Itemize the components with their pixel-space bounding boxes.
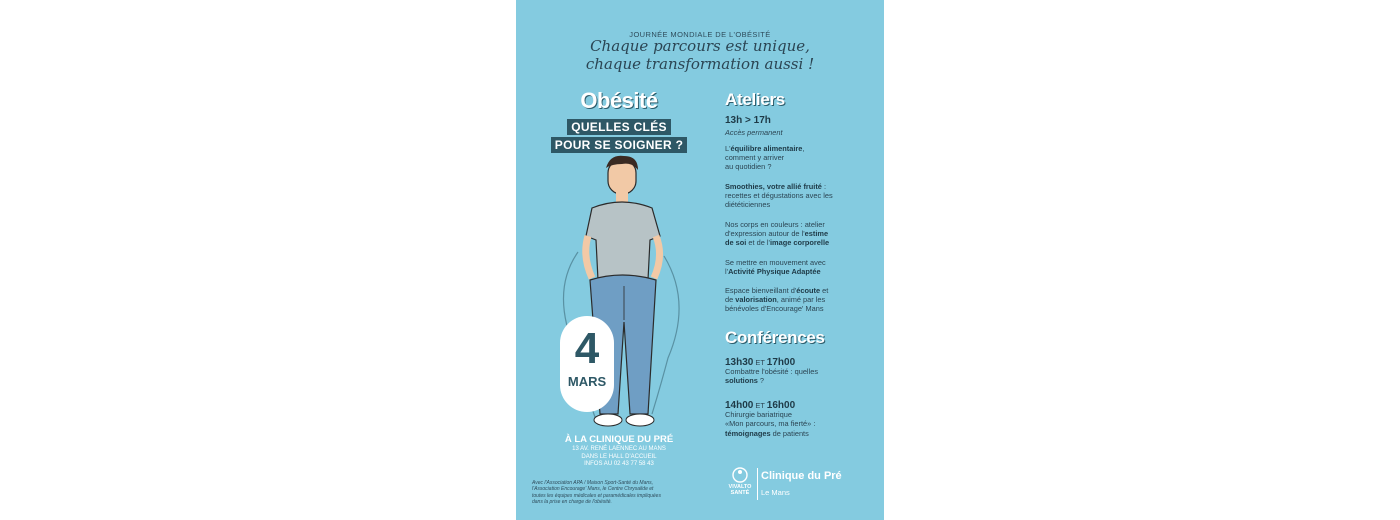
text: au quotidien ? (725, 162, 772, 172)
conferences-heading: Conférences (725, 328, 825, 347)
vivalto-emblem-icon (731, 466, 749, 484)
time: 17h00 (766, 357, 796, 368)
conference-slot-1 (725, 358, 865, 386)
logo-divider (757, 468, 758, 500)
text: : (821, 182, 827, 191)
venue-info-phone: INFOS AU 02 43 77 58 43 (584, 461, 654, 467)
date-month: MARS (567, 374, 607, 389)
event-kicker: JOURNÉE MONDIALE DE L'OBÉSITÉ (629, 30, 771, 39)
time: 14h00 (725, 400, 754, 411)
time: 13h30 (725, 357, 754, 368)
text: bénévoles d'Encourage' Mans (725, 304, 824, 314)
date-badge (560, 316, 614, 412)
time: 16h00 (766, 400, 796, 411)
venue-name: À LA CLINIQUE DU PRÉ (564, 434, 674, 445)
atelier-item-activity (725, 258, 865, 276)
text-bold: valorisation (735, 295, 777, 305)
text: l' (725, 267, 729, 277)
text: «Mon parcours, ma fierté» : (725, 419, 816, 429)
subtitle-line-1: QUELLES CLÉS (567, 119, 671, 135)
text-bold: de soi (725, 238, 747, 248)
partners-line: toutes les équipes médicales et paramédicales impliquées (532, 492, 661, 499)
text: et de l' (746, 238, 770, 248)
atelier-item-body-image (725, 220, 865, 248)
text: comment y arriver (725, 153, 785, 163)
text: et (820, 286, 829, 295)
atelier-item-listening (725, 286, 865, 314)
text: ET (755, 401, 765, 410)
event-poster (516, 0, 884, 520)
brand-line: VIVALTO (728, 484, 752, 490)
tagline-line-2: chaque transformation aussi ! (585, 55, 815, 73)
clinic-name: Clinique du Pré (761, 470, 842, 482)
clinic-city: Le Mans (761, 488, 790, 497)
text-bold: solutions (725, 376, 758, 386)
venue-hall: DANS LE HALL D'ACCUEIL (581, 453, 657, 460)
text: , animé par les (776, 295, 826, 305)
ateliers-hours: 13h > 17h (725, 115, 771, 126)
conference-slot-2 (725, 401, 865, 438)
clinic-logo (725, 466, 865, 502)
date-day: 4 (574, 324, 600, 373)
tagline-line-1: Chaque parcours est unique, (590, 37, 810, 55)
text: de (725, 295, 736, 305)
text: Chirurgie bariatrique (725, 410, 792, 420)
text: d'expression autour de l' (725, 229, 805, 239)
text-bold: équilibre alimentaire (730, 144, 803, 153)
text-bold: Smoothies, votre allié fruité (725, 182, 822, 191)
partners-line: l'Association Encourage' Mans, le Centre Chrysalide et (532, 486, 654, 493)
text: Nos corps en couleurs : atelier (725, 220, 825, 229)
text-bold: écoute (796, 286, 821, 295)
partners-line: dans la prise en charge de l'obésité. (532, 499, 612, 506)
text: diététiciennes (725, 200, 771, 210)
atelier-item-smoothies (725, 182, 865, 210)
text: ET (755, 358, 765, 367)
ateliers-time (725, 116, 865, 125)
atelier-item-nutrition (725, 144, 865, 172)
ateliers-access: Accès permanent (725, 128, 783, 137)
text-bold: témoignages (725, 428, 771, 438)
subtitle-line-2: POUR SE SOIGNER ? (551, 137, 687, 153)
text: Espace bienveillant d' (725, 286, 797, 295)
text: recettes et dégustations avec les (725, 191, 833, 201)
venue-address: 13 AV. RENÉ LAENNEC AU MANS (572, 446, 666, 452)
text-bold: estime (804, 229, 829, 239)
subtitle-block (516, 118, 722, 154)
text: de patients (770, 428, 809, 438)
text: ? (757, 376, 765, 386)
vivalto-wordmark (725, 484, 755, 496)
text-bold: Activité Physique Adaptée (728, 267, 821, 277)
partners-note (532, 480, 702, 506)
brand-line: SANTÉ (730, 490, 750, 496)
text: , (802, 144, 805, 153)
text: Se mettre en mouvement avec (725, 258, 826, 267)
poster-title: Obésité (580, 88, 658, 113)
text: Combattre l'obésité : quelles (725, 367, 819, 377)
partners-line: Avec l'Association APA / Maison Sport-Santé du Mans, (532, 480, 654, 486)
text: L' (725, 144, 731, 153)
text-bold: image corporelle (769, 238, 830, 248)
ateliers-heading: Ateliers (725, 90, 785, 109)
